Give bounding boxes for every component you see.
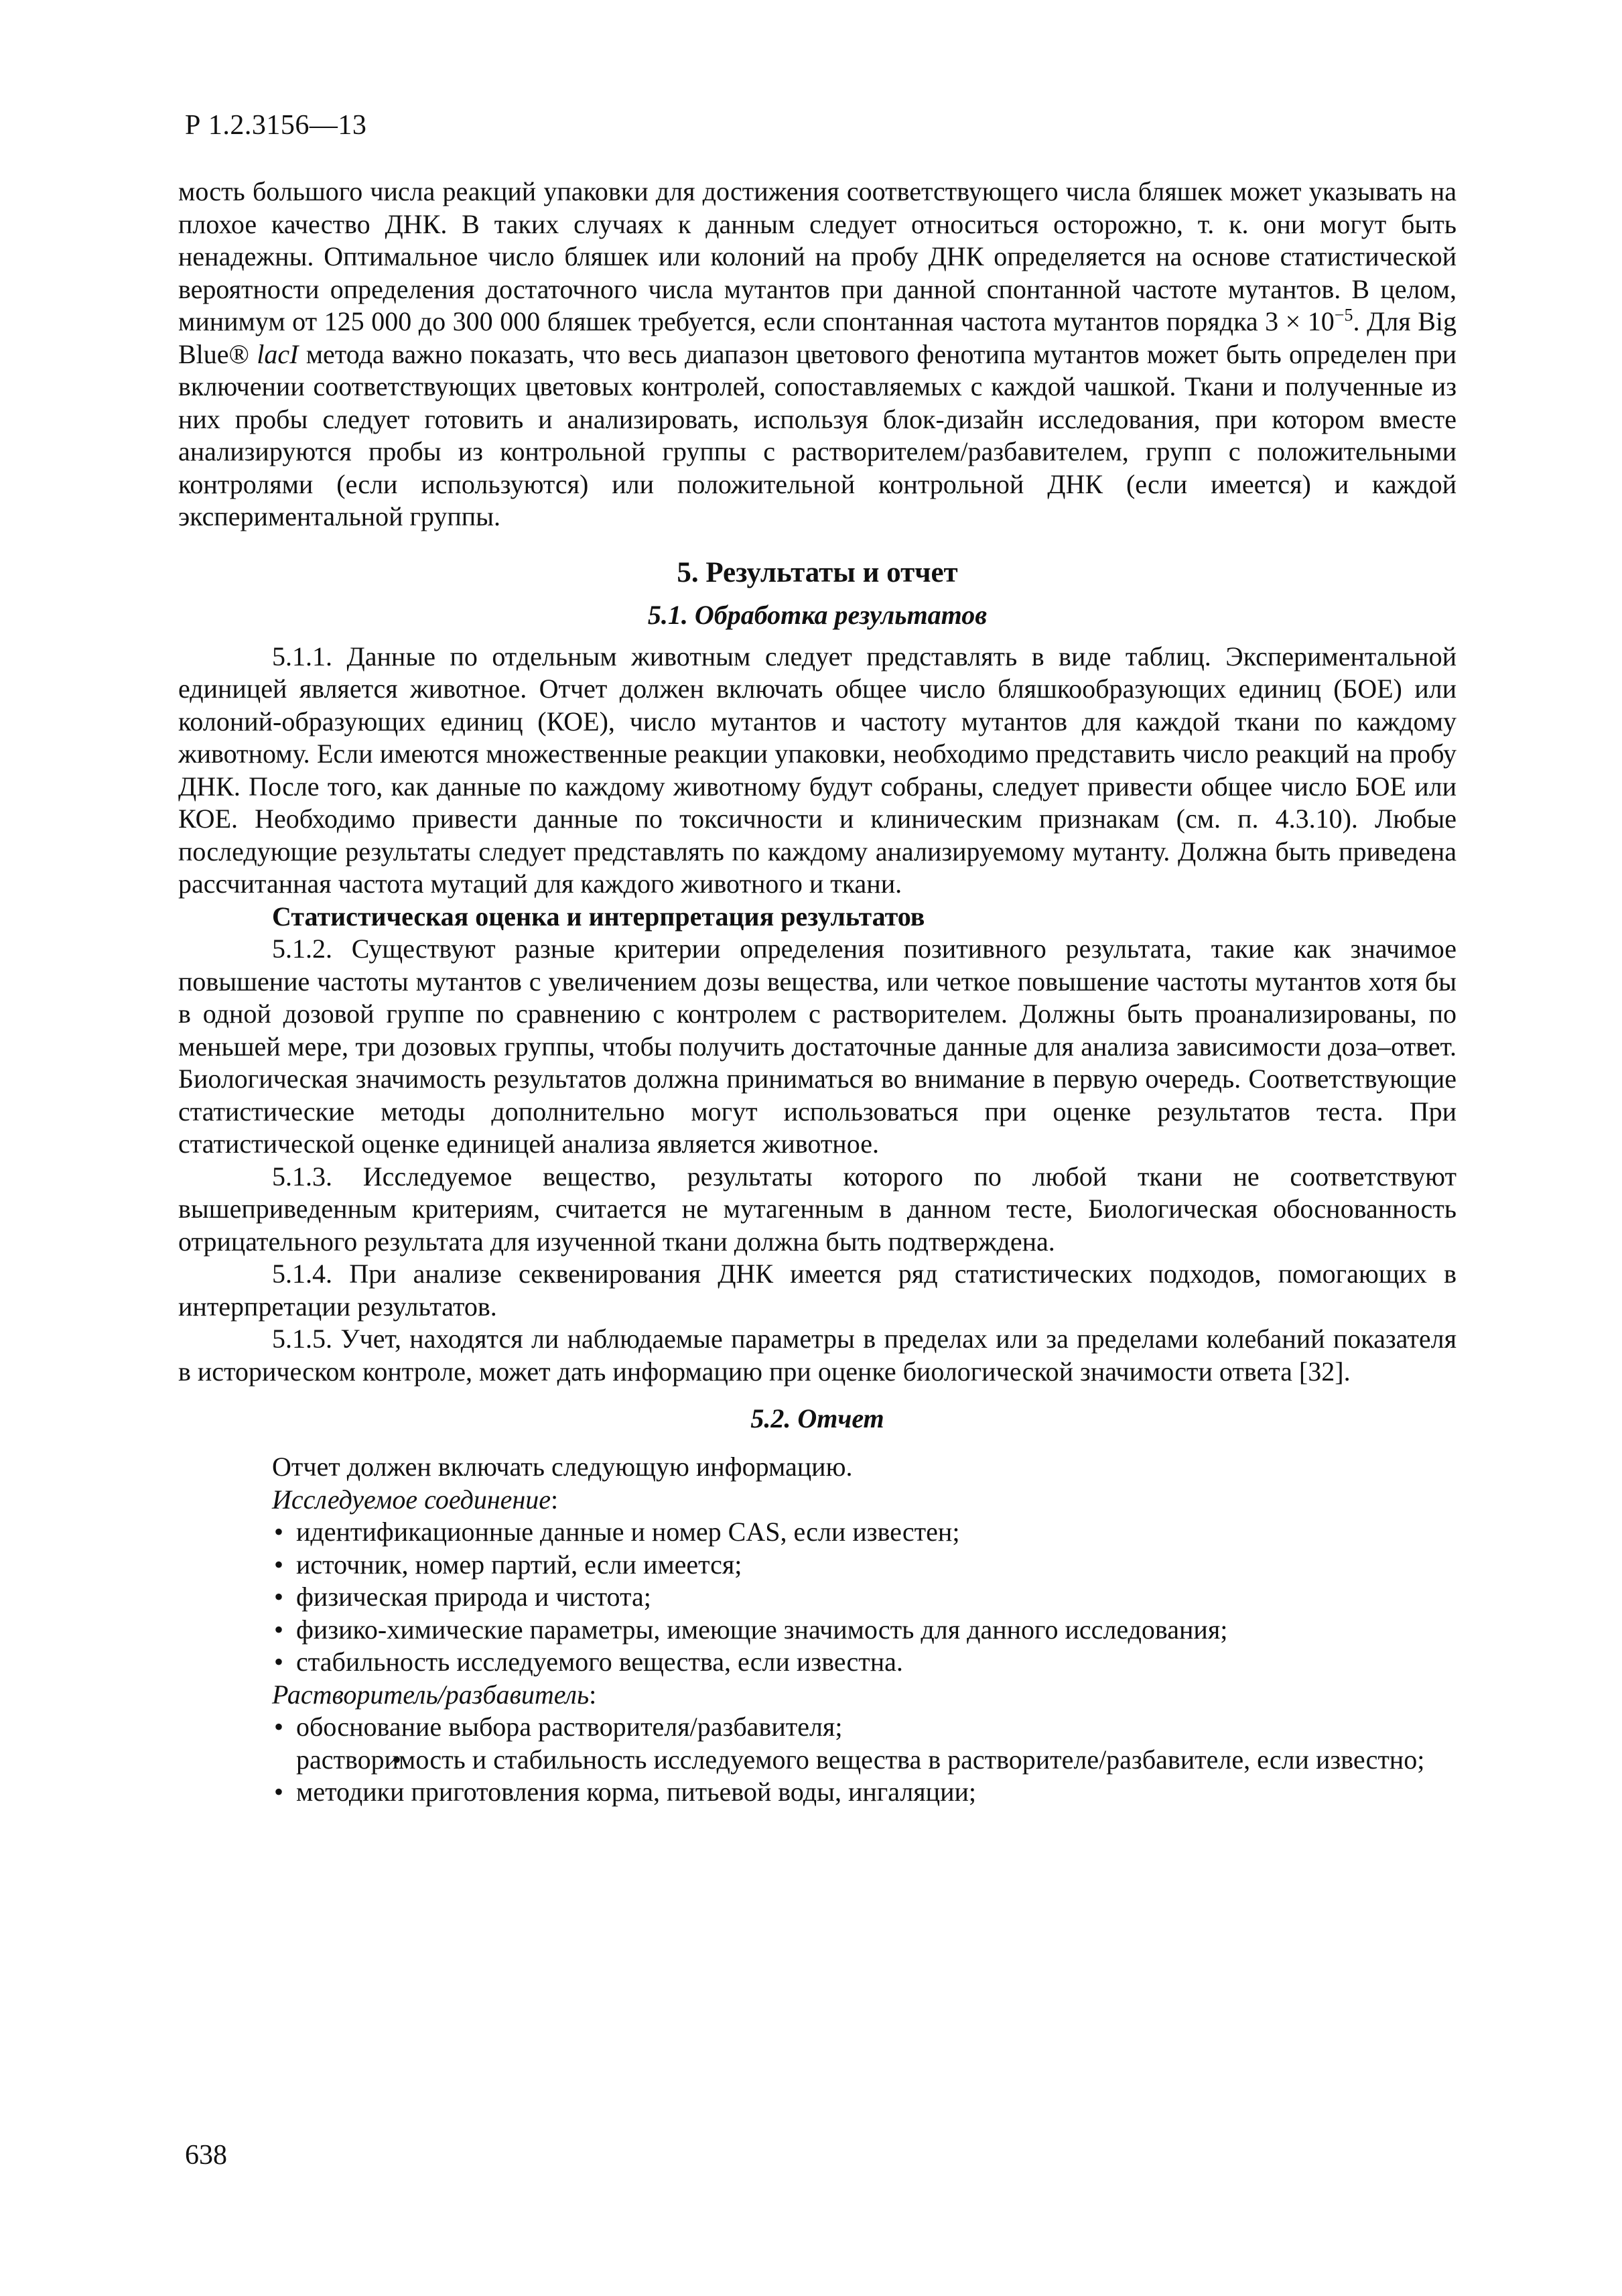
page-content xyxy=(178,176,1457,1809)
solvent-label: Растворитель/разбавитель xyxy=(272,1679,590,1710)
compound-list xyxy=(178,1516,1457,1679)
list-item: • источник, номер партий, если имеется; xyxy=(178,1549,1457,1582)
subsection-5-1-title: 5.1. Обработка результатов xyxy=(647,599,988,630)
solvent-label-line xyxy=(178,1679,1457,1712)
paragraph-5-1-1: 5.1.1. Данные по отдельным животным следует представлять в виде таблиц. Экспериментальной единицей является животное. Отчет должен включать общее число бляшкообразующих единиц (БОЕ) или колоний-образующих единиц (КОЕ), число мутантов и частоту мутантов для каждой ткани по каждому животному. Если имеются множественные реакции упаковки, необходимо представить число реакций на пробу ДНК. После того, как данные по каждому животному будут собраны, следует привести общее число БОЕ или КОЕ. Необходимо привести данные по токсичности и клиническим признакам (см. п. 4.3.10). Любые последующие результаты следует представлять по каждому анализируемому мутанту. Должна быть приведена рассчитанная частота мутаций для каждого животного и ткани. xyxy=(178,641,1457,899)
paragraph-5-1-2: 5.1.2. Существуют разные критерии определения позитивного результата, такие как значимое повышение частоты мутантов с увеличением дозы вещества, или четкое повышение частоты мутантов хотя бы в одной дозовой группе по сравнению с контролем с растворителем. Должны быть проанализированы, по меньшей мере, три дозовых группы, чтобы получить достаточные данные для анализа зависимости доза–ответ. Биологическая значимость результатов должна приниматься во внимание в первую очередь. Соответствующие статистические методы дополнительно могут использоваться при оценке результатов теста. При статистической оценке единицей анализа является животное. xyxy=(178,934,1457,1159)
report-intro: Отчет должен включать следующую информацию. xyxy=(272,1452,853,1482)
paragraph-5-1-5: 5.1.5. Учет, находятся ли наблюдаемые параметры в пределах или за пределами колебаний показателя в историческом контроле, может дать информацию при оценке биологической значимости ответа [32]. xyxy=(178,1324,1457,1387)
intro-text-end: метода важно показать, что весь диапазон цветового фенотипа мутантов может быть определен при включении соответствующих цветовых контролей, сопоставляемых с каждой чашкой. Ткани и полученные из них пробы следует готовить и анализировать, используя блок-дизайн исследования, при котором вместе анализируются пробы из контрольной группы с растворителем/разбавителем, групп с положительными контролями (если используются) или положительной контрольной ДНК (если имеется) и каждой экспериментальной группы. xyxy=(178,338,1457,531)
section-5-title: 5. Результаты и отчет xyxy=(677,556,958,588)
intro-text-mid: . Для Big Blue® xyxy=(178,306,1457,369)
intro-text-part1: мость большого числа реакций упаковки для достижения соответствующего числа бляшек может указывать на плохое качество ДНК. В таких случаях к данным следует относиться осторожно, т. к. они могут быть ненадежны. Оптимальное число бляшек или колоний на пробу ДНК определяется на основе статистической вероятности определения достаточного числа мутантов при данной спонтанной частоте мутантов. В целом, минимум от 125 000 до 300 000 бляшек требуется, если спонтанная частота мутантов порядка 3 × 10 xyxy=(178,176,1457,336)
list-item: • растворимость и стабильность исследуемого вещества в растворителе/разбавителе, если известно; xyxy=(178,1744,1457,1777)
paragraph-5-1-3: 5.1.3. Исследуемое вещество, результаты которого по любой ткани не соответствуют вышеприведенным критериям, считается не мутагенным в данном тесте, Биологическая обоснованность отрицательного результата для изученной ткани должна быть подтверждена. xyxy=(178,1161,1457,1257)
solvent-list xyxy=(178,1711,1457,1809)
statistics-heading: Статистическая оценка и интерпретация результатов xyxy=(272,901,925,932)
list-item: • идентификационные данные и номер CAS, если известен; xyxy=(178,1516,1457,1549)
list-item: • физико-химические параметры, имеющие значимость для данного исследования; xyxy=(178,1614,1457,1647)
list-item: • обоснование выбора растворителя/разбавителя; xyxy=(178,1711,1457,1744)
compound-label-colon: : xyxy=(551,1484,559,1515)
list-item: • физическая природа и чистота; xyxy=(178,1581,1457,1614)
list-item: • методики приготовления корма, питьевой воды, ингаляции; xyxy=(178,1776,1457,1809)
intro-exponent: −5 xyxy=(1334,305,1353,325)
intro-paragraph xyxy=(178,176,1457,533)
solvent-label-colon: : xyxy=(589,1679,597,1710)
page-number: 638 xyxy=(185,2140,227,2171)
subsection-5-2-title: 5.2. Отчет xyxy=(750,1403,884,1433)
document-code: Р 1.2.3156—13 xyxy=(185,110,367,141)
list-item: • стабильность исследуемого вещества, если известна. xyxy=(178,1646,1457,1679)
intro-gene-name: lacI xyxy=(257,338,299,369)
compound-label-line xyxy=(178,1484,1457,1517)
compound-label: Исследуемое соединение xyxy=(272,1484,551,1515)
paragraph-5-1-4: 5.1.4. При анализе секвенирования ДНК имеется ряд статистических подходов, помогающих в интерпретации результатов. xyxy=(178,1259,1457,1322)
